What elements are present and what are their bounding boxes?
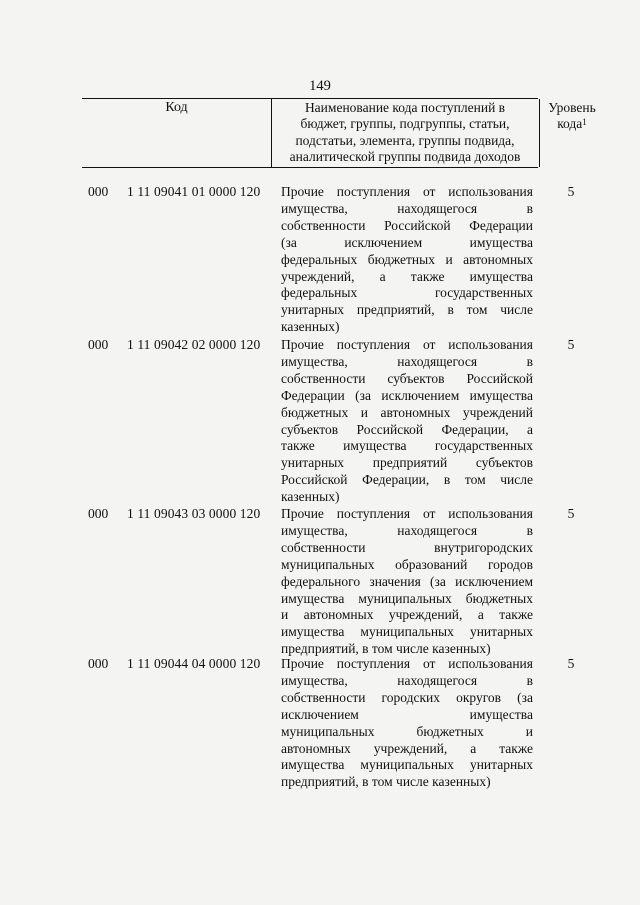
revenue-name-line: Российской Федерации, в том числе <box>281 472 533 488</box>
header-level-text: кода <box>557 116 583 132</box>
revenue-name-line: также имущества государственных <box>281 438 533 454</box>
revenue-name-line: унитарных предприятий субъектов <box>281 455 533 471</box>
revenue-name-line: собственности субъектов Российской <box>281 370 533 386</box>
revenue-name-line: федеральных государственных <box>281 285 533 301</box>
admin-code: 000 <box>88 184 109 199</box>
header-name-line: подстатьи, элемента, группы подвида, <box>295 132 515 148</box>
code-level: 5 <box>567 506 575 521</box>
revenue-name-line: предприятий, в том числе казенных) <box>281 774 491 790</box>
revenue-name-line: исключением имущества <box>281 706 533 722</box>
revenue-code: 1 11 09041 01 0000 120 <box>127 184 261 199</box>
admin-code: 000 <box>88 506 109 521</box>
revenue-name-line: и автономных учреждений, а также <box>281 607 533 623</box>
revenue-name-line: Прочие поступления от использования <box>281 506 533 521</box>
revenue-name-line: имущества муниципальных бюджетных <box>281 590 533 606</box>
header-name-line: аналитической группы подвида доходов <box>289 149 521 165</box>
revenue-name <box>281 184 533 336</box>
admin-code: 000 <box>88 656 109 671</box>
footnote-mark: 1 <box>582 117 587 128</box>
revenue-name-line: бюджетных и автономных учреждений <box>281 404 533 420</box>
revenue-name-line: муниципальных образований городов <box>281 556 533 572</box>
revenue-name-line: автономных учреждений, а также <box>281 740 533 756</box>
code-level: 5 <box>567 656 575 671</box>
revenue-name-line: федерального значения (за исключением <box>281 573 533 589</box>
header-name-line: Наименование кода поступлений в <box>304 100 506 115</box>
revenue-name-line: Прочие поступления от использования <box>281 337 533 352</box>
code-level: 5 <box>567 184 575 199</box>
revenue-code: 1 11 09043 03 0000 120 <box>127 506 261 521</box>
page-number: 149 <box>309 78 331 94</box>
header-name-line: бюджет, группы, подгруппы, статьи, <box>300 116 510 132</box>
revenue-name-line: муниципальных бюджетных и <box>281 723 533 739</box>
revenue-name-line: имущества муниципальных унитарных <box>281 757 533 773</box>
header-level-line: Уровень <box>548 100 596 115</box>
revenue-name-line: собственности внутригородских <box>281 539 533 555</box>
revenue-name-line: собственности Российской Федерации <box>281 217 533 233</box>
revenue-name <box>281 337 533 506</box>
header-level <box>538 100 606 133</box>
header-name <box>272 100 538 166</box>
revenue-name-line: имущества, находящегося в <box>281 672 533 688</box>
revenue-name-line: имущества, находящегося в <box>281 353 533 369</box>
revenue-code: 1 11 09044 04 0000 120 <box>127 656 261 671</box>
revenue-name-line: предприятий, в том числе казенных) <box>281 641 491 657</box>
revenue-name-line: казенных) <box>281 489 340 505</box>
revenue-name-line: Федерации (за исключением имущества <box>281 387 533 403</box>
revenue-name-line: учреждений, а также имущества <box>281 268 533 284</box>
revenue-name-line: имущества, находящегося в <box>281 200 533 216</box>
revenue-name-line: (за исключением имущества <box>281 234 533 250</box>
revenue-name-line: унитарных предприятий, в том числе <box>281 302 533 318</box>
revenue-name-line: имущества, находящегося в <box>281 522 533 538</box>
revenue-name-line: собственности городских округов (за <box>281 689 533 705</box>
revenue-name-line: Прочие поступления от использования <box>281 656 533 671</box>
revenue-code: 1 11 09042 02 0000 120 <box>127 337 261 352</box>
revenue-name <box>281 506 533 658</box>
admin-code: 000 <box>88 337 109 352</box>
header-level-line <box>538 116 606 132</box>
revenue-name-line: Прочие поступления от использования <box>281 184 533 199</box>
header-code: Код <box>165 100 188 115</box>
revenue-name <box>281 656 533 791</box>
code-level: 5 <box>567 337 575 352</box>
revenue-name-line: субъектов Российской Федерации, а <box>281 421 533 437</box>
revenue-name-line: имущества муниципальных унитарных <box>281 624 533 640</box>
revenue-name-line: казенных) <box>281 319 340 335</box>
revenue-name-line: федеральных бюджетных и автономных <box>281 251 533 267</box>
